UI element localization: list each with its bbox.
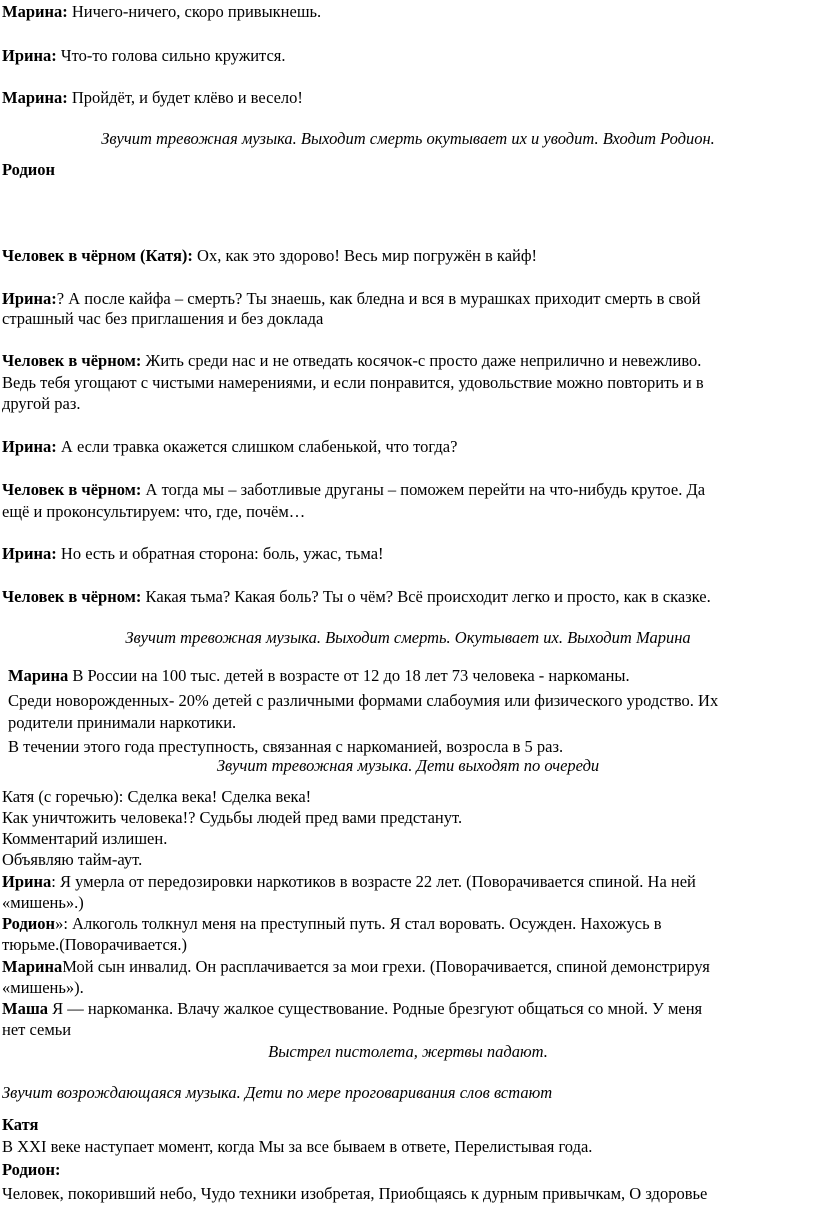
speaker: Маша <box>2 999 49 1018</box>
replica: Мой сын инвалид. Он расплачивается за мои грехи. (Поворачивается, спиной демонстрируя <box>62 957 710 976</box>
heading-text: Родион: <box>2 1160 61 1179</box>
line-irina-4 <box>2 544 384 564</box>
speaker: Марина <box>2 957 63 976</box>
replica: Жить среди нас и не отведать косячок-с просто даже неприлично и невежливо. <box>141 351 702 370</box>
line-marina-4b: «мишень»). <box>2 978 84 997</box>
line-irina-2b: страшный час без приглашения и без доклада <box>2 309 324 328</box>
line-katya-3: Как уничтожить человека!? Судьбы людей пред вами предстанут. <box>2 808 463 827</box>
direction-text: Выстрел пистолета, жертвы падают. <box>268 1042 548 1061</box>
line-black-3 <box>2 587 711 607</box>
line-black-1c: другой раз. <box>2 394 81 413</box>
speaker: Ирина: <box>2 437 57 456</box>
stage-direction-4 <box>0 1042 816 1062</box>
line-marina-3c: родители принимали наркотики. <box>8 713 237 732</box>
line-irina-3 <box>2 437 457 457</box>
direction-text: Звучит тревожная музыка. Выходит смерть окутывает их и уводит. Входит Родион. <box>101 129 715 148</box>
replica: : Я умерла от передозировки наркотиков в возрасте 22 лет. (Поворачивается спиной. На ней <box>51 872 696 891</box>
line-katya-4: Комментарий излишен. <box>2 829 168 848</box>
heading-text: Катя <box>2 1115 39 1134</box>
heading-rodion <box>2 160 55 180</box>
replica: »: Алкоголь толкнул меня на преступный путь. Я стал воровать. Осужден. Нахожусь в <box>55 914 662 933</box>
line-katya-5: Объявляю тайм-аут. <box>2 850 143 869</box>
stage-direction-2 <box>0 628 816 648</box>
line-marina-3a <box>8 666 630 686</box>
line-masha-1a <box>2 999 702 1019</box>
line-marina-3d: В течении этого года преступность, связанная с наркоманией, возросла в 5 раз. <box>8 737 564 756</box>
speaker: Ирина: <box>2 46 57 65</box>
direction-text: Звучит возрождающаяся музыка. Дети по мере проговаривания слов встают <box>2 1083 553 1102</box>
stage-direction-1 <box>0 129 816 149</box>
line-rodion-1b: тюрьме.(Поворачивается.) <box>2 935 187 954</box>
replica: Что-то голова сильно кружится. <box>56 46 286 65</box>
line-black-2a <box>2 480 705 500</box>
heading-text: Родион <box>2 160 56 179</box>
line-marina-2 <box>2 88 303 108</box>
speaker: Родион <box>2 914 56 933</box>
line-irina-1 <box>2 46 286 66</box>
line-black-1a <box>2 351 701 371</box>
line-irina-5a <box>2 872 696 892</box>
replica: А тогда мы – заботливые друганы – поможем перейти на что-нибудь крутое. Да <box>141 480 706 499</box>
line-masha-1b: нет семьи <box>2 1020 72 1039</box>
replica: Ох, как это здорово! Весь мир погружён в кайф! <box>192 246 538 265</box>
speaker: Ирина: <box>2 289 57 308</box>
direction-text: Звучит тревожная музыка. Выходит смерть. Окутывает их. Выходит Марина <box>125 628 691 647</box>
stage-direction-3 <box>0 756 816 776</box>
speaker: Человек в чёрном (Катя): <box>2 246 193 265</box>
replica: Пройдёт, и будет клёво и весело! <box>67 88 303 107</box>
heading-katya <box>2 1115 38 1135</box>
speaker: Марина <box>8 666 69 685</box>
speaker: Человек в чёрном: <box>2 480 142 499</box>
replica: А если травка окажется слишком слабенькой, что тогда? <box>56 437 458 456</box>
replica: ? А после кайфа – смерть? Ты знаешь, как бледна и вся в мурашках приходит смерть в свой <box>56 289 701 308</box>
replica: В России на 100 тыс. детей в возрасте от 12 до 18 лет 73 человека - наркоманы. <box>68 666 630 685</box>
replica: Ничего-ничего, скоро привыкнешь. <box>67 2 322 21</box>
replica: Но есть и обратная сторона: боль, ужас, тьма! <box>56 544 384 563</box>
line-black-1b: Ведь тебя угощают с чистыми намерениями, и если понравится, удовольствие можно повторить и в <box>2 373 704 392</box>
line-marina-1 <box>2 2 321 22</box>
line-irina-5b: «мишень».) <box>2 893 84 912</box>
speaker: Ирина <box>2 872 52 891</box>
line-rodion-1a <box>2 914 662 934</box>
replica: Какая тьма? Какая боль? Ты о чём? Всё происходит легко и просто, как в сказке. <box>141 587 711 606</box>
line-irina-2a <box>2 289 701 309</box>
speaker: Марина: <box>2 88 68 107</box>
speaker: Человек в чёрном: <box>2 351 142 370</box>
speaker: Марина: <box>2 2 68 21</box>
speaker: Ирина: <box>2 544 57 563</box>
line-marina-4a <box>2 957 710 977</box>
line-rodion-2: Человек, покоривший небо, Чудо техники изобретая, Приобщаясь к дурным привычкам, О здоровье <box>2 1184 708 1203</box>
heading-rodion-2 <box>2 1160 61 1180</box>
direction-text: Звучит тревожная музыка. Дети выходят по очереди <box>216 756 600 775</box>
stage-direction-5 <box>2 1083 552 1103</box>
line-katya-1 <box>2 246 537 266</box>
speaker: Человек в чёрном: <box>2 587 142 606</box>
replica: Я — наркоманка. Влачу жалкое существование. Родные брезгуют общаться со мной. У меня <box>48 999 703 1018</box>
line-marina-3b: Среди новорожденных- 20% детей с различными формами слабоумия или физического уродство. Их <box>8 691 719 710</box>
line-katya-2: Катя (с горечью): Сделка века! Сделка века! <box>2 787 312 806</box>
line-black-2b: ещё и проконсультируем: что, где, почём… <box>2 502 306 521</box>
line-katya-6: В XXI веке наступает момент, когда Мы за все бываем в ответе, Перелистывая года. <box>2 1137 593 1156</box>
